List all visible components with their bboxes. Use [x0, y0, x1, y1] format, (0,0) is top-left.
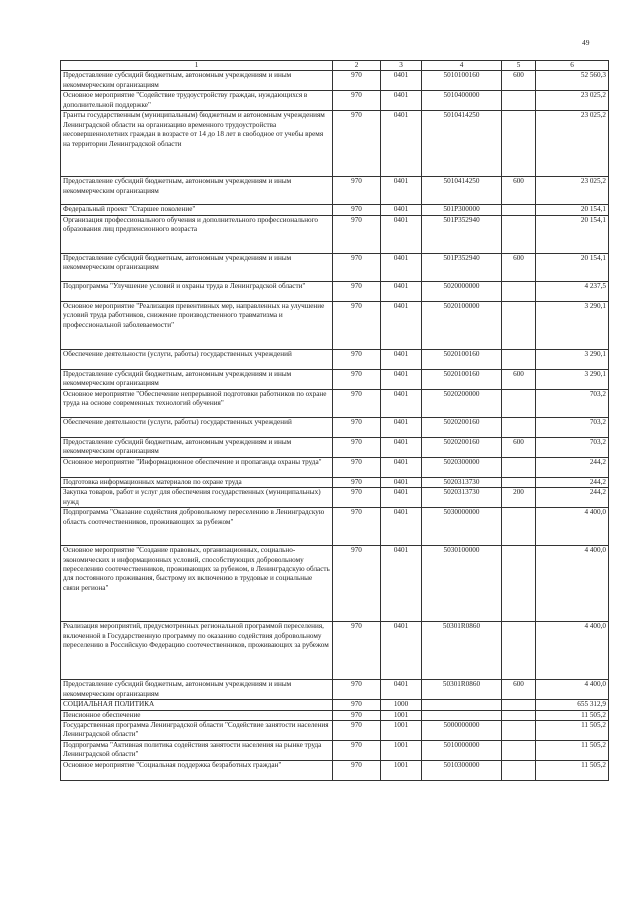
table-row — [61, 457, 609, 477]
row-rz-cell: 0401 — [381, 301, 422, 349]
row-csr-cell: 5020100000 — [422, 301, 502, 349]
row-ved-cell: 970 — [333, 721, 381, 741]
row-rz-cell: 0401 — [381, 71, 422, 91]
row-vr-cell — [502, 111, 536, 177]
row-sum-cell: 703,2 — [536, 389, 609, 417]
row-sum-cell: 11 505,2 — [536, 721, 609, 741]
row-ved-cell: 970 — [333, 710, 381, 720]
row-sum-cell: 3 290,1 — [536, 301, 609, 349]
row-csr-cell: 5030000000 — [422, 508, 502, 546]
header-col-6: 6 — [536, 61, 609, 71]
row-name-cell: Основное мероприятие "Социальная поддержка безработных граждан" — [61, 761, 333, 781]
row-vr-cell: 600 — [502, 680, 536, 700]
row-ved-cell: 970 — [333, 253, 381, 281]
row-csr-cell: 501P352940 — [422, 253, 502, 281]
header-col-2: 2 — [333, 61, 381, 71]
row-sum-cell: 52 560,3 — [536, 71, 609, 91]
row-ved-cell: 970 — [333, 761, 381, 781]
row-rz-cell: 0401 — [381, 680, 422, 700]
row-rz-cell: 0401 — [381, 508, 422, 546]
table-row — [61, 253, 609, 281]
row-vr-cell: 600 — [502, 437, 536, 457]
row-sum-cell: 20 154,1 — [536, 253, 609, 281]
row-ved-cell: 970 — [333, 508, 381, 546]
row-ved-cell: 970 — [333, 281, 381, 301]
table-header-row — [61, 61, 609, 71]
row-vr-cell — [502, 457, 536, 477]
row-vr-cell — [502, 205, 536, 215]
row-csr-cell: 5000000000 — [422, 721, 502, 741]
row-name-cell: Основное мероприятие "Реализация превентивных мер, направленных на улучшение условий труда работников, снижение производственного травматизма и профессиональной заболеваемости" — [61, 301, 333, 349]
row-sum-cell: 4 400,0 — [536, 680, 609, 700]
row-ved-cell: 970 — [333, 488, 381, 508]
row-csr-cell: 5020100160 — [422, 369, 502, 389]
row-sum-cell: 4 400,0 — [536, 622, 609, 680]
budget-table — [60, 60, 609, 781]
row-vr-cell — [502, 761, 536, 781]
row-name-cell: Обеспечение деятельности (услуги, работы) государственных учреждений — [61, 349, 333, 369]
row-ved-cell: 970 — [333, 111, 381, 177]
row-name-cell: Предоставление субсидий бюджетным, автономным учреждениям и иным некоммерческим организациям — [61, 71, 333, 91]
row-name-cell: Основное мероприятие "Обеспечение непрерывной подготовки работников по охране труда на основе современных технологий обучения" — [61, 389, 333, 417]
row-csr-cell: 5010400000 — [422, 91, 502, 111]
row-name-cell: СОЦИАЛЬНАЯ ПОЛИТИКА — [61, 700, 333, 710]
row-rz-cell: 1001 — [381, 710, 422, 720]
row-ved-cell: 970 — [333, 91, 381, 111]
row-vr-cell — [502, 741, 536, 761]
row-csr-cell: 501P352940 — [422, 215, 502, 253]
row-vr-cell — [502, 389, 536, 417]
row-rz-cell: 0401 — [381, 389, 422, 417]
row-vr-cell — [502, 349, 536, 369]
row-vr-cell: 600 — [502, 71, 536, 91]
row-rz-cell: 0401 — [381, 349, 422, 369]
row-ved-cell: 970 — [333, 437, 381, 457]
row-vr-cell — [502, 417, 536, 437]
row-csr-cell: 5020000000 — [422, 281, 502, 301]
row-name-cell: Федеральный проект "Старшее поколение" — [61, 205, 333, 215]
row-name-cell: Подпрограмма "Активная политика содействия занятости населения на рынке труда Ленинградской области" — [61, 741, 333, 761]
row-vr-cell — [502, 710, 536, 720]
row-csr-cell: 5020313730 — [422, 488, 502, 508]
row-rz-cell: 1001 — [381, 741, 422, 761]
row-sum-cell: 20 154,1 — [536, 215, 609, 253]
row-name-cell: Подпрограмма "Улучшение условий и охраны труда в Ленинградской области" — [61, 281, 333, 301]
table-row — [61, 477, 609, 487]
table-row — [61, 437, 609, 457]
row-csr-cell: 5020100160 — [422, 349, 502, 369]
table-row — [61, 741, 609, 761]
row-rz-cell: 0401 — [381, 546, 422, 622]
row-csr-cell — [422, 700, 502, 710]
row-csr-cell: 5020200160 — [422, 417, 502, 437]
row-rz-cell: 0401 — [381, 622, 422, 680]
row-sum-cell: 20 154,1 — [536, 205, 609, 215]
row-name-cell: Подпрограмма "Оказание содействия добровольному переселению в Ленинградскую область соотечественников, проживающих за рубежом" — [61, 508, 333, 546]
table-row — [61, 488, 609, 508]
row-csr-cell: 5010000000 — [422, 741, 502, 761]
row-sum-cell: 244,2 — [536, 488, 609, 508]
row-sum-cell: 703,2 — [536, 437, 609, 457]
row-ved-cell: 970 — [333, 457, 381, 477]
row-rz-cell: 0401 — [381, 417, 422, 437]
row-csr-cell: 50301R0860 — [422, 680, 502, 700]
row-rz-cell: 0401 — [381, 369, 422, 389]
row-csr-cell — [422, 710, 502, 720]
row-vr-cell: 600 — [502, 253, 536, 281]
row-ved-cell: 970 — [333, 177, 381, 205]
row-vr-cell — [502, 215, 536, 253]
row-csr-cell: 5020313730 — [422, 477, 502, 487]
row-ved-cell: 970 — [333, 205, 381, 215]
table-row — [61, 369, 609, 389]
table-row — [61, 721, 609, 741]
table-row — [61, 91, 609, 111]
header-col-3: 3 — [381, 61, 422, 71]
row-name-cell: Предоставление субсидий бюджетным, автономным учреждениям и иным некоммерческим организациям — [61, 369, 333, 389]
table-row — [61, 710, 609, 720]
row-sum-cell: 244,2 — [536, 457, 609, 477]
table-row — [61, 281, 609, 301]
row-ved-cell: 970 — [333, 700, 381, 710]
table-row — [61, 389, 609, 417]
row-vr-cell: 200 — [502, 488, 536, 508]
row-rz-cell: 0401 — [381, 281, 422, 301]
row-vr-cell — [502, 546, 536, 622]
header-col-4: 4 — [422, 61, 502, 71]
row-ved-cell: 970 — [333, 546, 381, 622]
row-rz-cell: 0401 — [381, 488, 422, 508]
row-csr-cell: 5020200160 — [422, 437, 502, 457]
row-vr-cell — [502, 622, 536, 680]
row-sum-cell: 655 312,9 — [536, 700, 609, 710]
table-row — [61, 700, 609, 710]
row-name-cell: Пенсионное обеспечение — [61, 710, 333, 720]
row-rz-cell: 1001 — [381, 761, 422, 781]
row-ved-cell: 970 — [333, 301, 381, 349]
row-csr-cell: 5010414250 — [422, 177, 502, 205]
row-sum-cell: 23 025,2 — [536, 177, 609, 205]
row-name-cell: Основное мероприятие "Создание правовых, организационных, социально-экономических и информационных условий, способствующих добровольному переселению соотечественников, проживающих за рубежом, в Ленинградскую область для постоянного проживания, быстрому их включению в трудовые и социальные связи региона" — [61, 546, 333, 622]
row-csr-cell: 5030100000 — [422, 546, 502, 622]
table-row — [61, 177, 609, 205]
row-ved-cell: 970 — [333, 71, 381, 91]
row-name-cell: Основное мероприятие "Информационное обеспечение и пропаганда охраны труда" — [61, 457, 333, 477]
table-row — [61, 71, 609, 91]
row-ved-cell: 970 — [333, 369, 381, 389]
row-name-cell: Основное мероприятие "Содействие трудоустройству граждан, нуждающихся в дополнительной поддержке" — [61, 91, 333, 111]
row-sum-cell: 11 505,2 — [536, 741, 609, 761]
row-ved-cell: 970 — [333, 477, 381, 487]
row-rz-cell: 0401 — [381, 91, 422, 111]
row-csr-cell: 5010100160 — [422, 71, 502, 91]
row-vr-cell — [502, 477, 536, 487]
row-rz-cell: 1000 — [381, 700, 422, 710]
row-rz-cell: 0401 — [381, 177, 422, 205]
table-row — [61, 301, 609, 349]
table-row — [61, 215, 609, 253]
row-vr-cell — [502, 700, 536, 710]
row-csr-cell: 5020200000 — [422, 389, 502, 417]
row-name-cell: Организация профессионального обучения и дополнительного профессионального образования лиц предпенсионного возраста — [61, 215, 333, 253]
row-ved-cell: 970 — [333, 215, 381, 253]
row-sum-cell: 4 400,0 — [536, 508, 609, 546]
row-name-cell: Обеспечение деятельности (услуги, работы) государственных учреждений — [61, 417, 333, 437]
row-name-cell: Закупка товаров, работ и услуг для обеспечения государственных (муниципальных) нужд — [61, 488, 333, 508]
row-csr-cell: 501P300000 — [422, 205, 502, 215]
row-name-cell: Реализация мероприятий, предусмотренных региональной программой переселения, включенной в Государственную программу по оказанию содействия добровольному переселению в Российскую Федерацию соотечественников, проживающих за рубежом — [61, 622, 333, 680]
table-body — [61, 71, 609, 781]
row-vr-cell — [502, 91, 536, 111]
row-rz-cell: 0401 — [381, 457, 422, 477]
row-csr-cell: 50301R0860 — [422, 622, 502, 680]
row-rz-cell: 0401 — [381, 253, 422, 281]
row-rz-cell: 0401 — [381, 111, 422, 177]
row-sum-cell: 244,2 — [536, 477, 609, 487]
row-name-cell: Государственная программа Ленинградской области "Содействие занятости населения Ленинградской области" — [61, 721, 333, 741]
row-sum-cell: 23 025,2 — [536, 111, 609, 177]
row-ved-cell: 970 — [333, 622, 381, 680]
table-row — [61, 761, 609, 781]
row-name-cell: Предоставление субсидий бюджетным, автономным учреждениям и иным некоммерческим организациям — [61, 437, 333, 457]
row-vr-cell — [502, 281, 536, 301]
row-name-cell: Предоставление субсидий бюджетным, автономным учреждениям и иным некоммерческим организациям — [61, 253, 333, 281]
row-sum-cell: 3 290,1 — [536, 369, 609, 389]
row-rz-cell: 0401 — [381, 437, 422, 457]
table-row — [61, 349, 609, 369]
row-sum-cell: 11 505,2 — [536, 710, 609, 720]
table-row — [61, 417, 609, 437]
table-row — [61, 546, 609, 622]
row-sum-cell: 703,2 — [536, 417, 609, 437]
row-ved-cell: 970 — [333, 741, 381, 761]
row-name-cell: Гранты государственным (муниципальным) бюджетным и автономным учреждениям Ленинградской области на организацию временного трудоустройства несовершеннолетних граждан в возрасте от 14 до 18 лет в свободное от учебы время на территории Ленинградской области — [61, 111, 333, 177]
row-sum-cell: 3 290,1 — [536, 349, 609, 369]
header-col-1: 1 — [61, 61, 333, 71]
table-row — [61, 111, 609, 177]
row-ved-cell: 970 — [333, 680, 381, 700]
row-ved-cell: 970 — [333, 417, 381, 437]
page-number: 49 — [582, 38, 590, 47]
table-row — [61, 680, 609, 700]
row-sum-cell: 4 237,5 — [536, 281, 609, 301]
row-rz-cell: 0401 — [381, 215, 422, 253]
row-sum-cell: 4 400,0 — [536, 546, 609, 622]
row-vr-cell — [502, 721, 536, 741]
row-name-cell: Предоставление субсидий бюджетным, автономным учреждениям и иным некоммерческим организациям — [61, 177, 333, 205]
row-rz-cell: 1001 — [381, 721, 422, 741]
row-rz-cell: 0401 — [381, 205, 422, 215]
table-row — [61, 508, 609, 546]
row-ved-cell: 970 — [333, 349, 381, 369]
row-name-cell: Предоставление субсидий бюджетным, автономным учреждениям и иным некоммерческим организациям — [61, 680, 333, 700]
row-rz-cell: 0401 — [381, 477, 422, 487]
row-name-cell: Подготовка информационных материалов по охране труда — [61, 477, 333, 487]
row-vr-cell: 600 — [502, 177, 536, 205]
header-col-5: 5 — [502, 61, 536, 71]
row-ved-cell: 970 — [333, 389, 381, 417]
row-vr-cell: 600 — [502, 369, 536, 389]
row-sum-cell: 23 025,2 — [536, 91, 609, 111]
row-vr-cell — [502, 508, 536, 546]
row-csr-cell: 5020300000 — [422, 457, 502, 477]
table-row — [61, 622, 609, 680]
row-sum-cell: 11 505,2 — [536, 761, 609, 781]
table-row — [61, 205, 609, 215]
row-vr-cell — [502, 301, 536, 349]
row-csr-cell: 5010414250 — [422, 111, 502, 177]
row-csr-cell: 5010300000 — [422, 761, 502, 781]
